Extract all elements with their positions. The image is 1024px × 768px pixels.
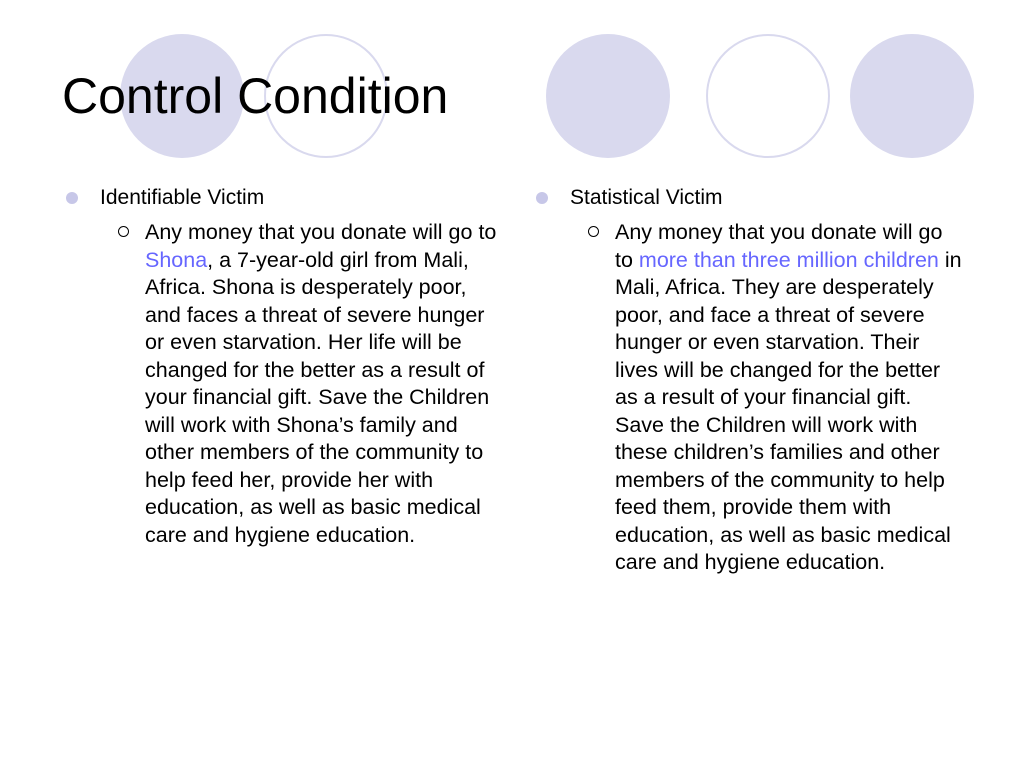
bullet-item — [64, 184, 504, 211]
left-column — [64, 184, 504, 549]
body-text-end: in Mali, Africa. They are desperately poor, and face a threat of severe hunger or even starvation. Their lives will be changed for the better as a result of your financial gift. Save the Children will work with these children’s families and other members of the community to help feed them, provide them with education, as well as basic medical care and hygiene education. — [615, 247, 962, 574]
body-text-start: Any money that you donate will go to — [615, 220, 943, 272]
bullet-ring-icon — [588, 226, 599, 237]
body-text-end: , a 7-year-old girl from Mali, Africa. Shona is desperately poor, and faces a threat of severe hunger or even starvation. Her life will be changed for the better as a result of your financial gift. Save the Children will work with Shona’s family and other members of the community to help feed her, provide her with education, as well as basic medical care and hygiene education. — [145, 247, 490, 547]
bullet-heading: Identifiable Victim — [100, 186, 265, 209]
bullet-ring-icon — [118, 226, 129, 237]
decorative-circle-filled — [850, 34, 974, 158]
bullet-dot-icon — [536, 192, 548, 204]
decorative-circle-ring — [706, 34, 830, 158]
body-text — [145, 220, 496, 547]
bullet-dot-icon — [66, 192, 78, 204]
slide-title: Control Condition — [62, 68, 449, 124]
highlight-text: Shona — [145, 247, 208, 272]
sub-bullet-item — [118, 219, 504, 549]
body-text-start: Any money that you donate will go to — [145, 220, 497, 244]
sub-bullet-item — [588, 219, 964, 577]
highlight-text: more than three million children — [638, 247, 939, 272]
bullet-heading: Statistical Victim — [570, 186, 723, 209]
body-text — [615, 220, 962, 574]
decorative-circle-filled — [546, 34, 670, 158]
bullet-item — [534, 184, 964, 211]
right-column — [534, 184, 964, 577]
